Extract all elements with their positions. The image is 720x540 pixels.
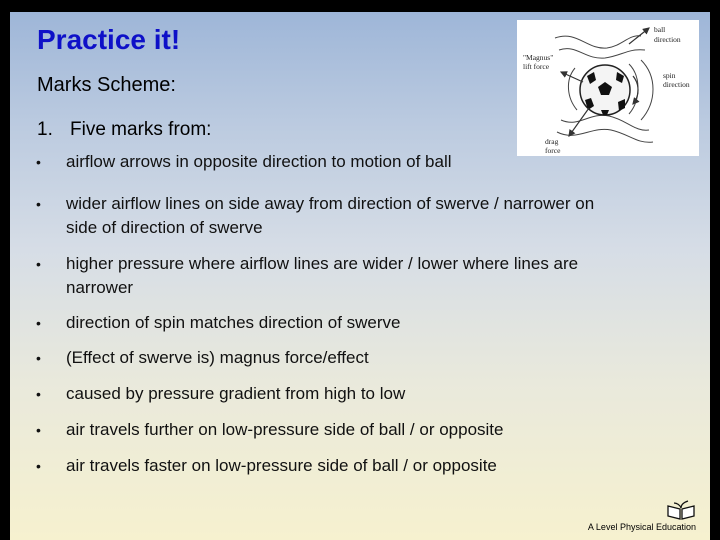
list-item-text: caused by pressure gradient from high to low [66,384,406,403]
bullet-icon: • [36,350,41,366]
slide [10,12,710,540]
magnus-force-arrow [561,72,583,82]
list-item-text: higher pressure where airflow lines are wider / lower where lines are [66,254,579,273]
slide-title: Practice it! [37,24,181,55]
list-item-text-cont: side of direction of swerve [66,218,263,237]
soccer-ball-icon [580,65,630,115]
magnus-effect-diagram [517,20,699,156]
list-item [30,311,670,335]
list-item [30,382,670,406]
marks-scheme-heading: Marks Scheme: [37,74,176,96]
list-item-text: air travels faster on low-pressure side of ball / or opposite [66,456,497,475]
list-item [30,346,670,370]
open-book-icon [666,500,696,520]
bullet-icon: • [36,256,41,272]
label-ball: ball [654,25,666,34]
list-item-text: direction of spin matches direction of swerve [66,313,401,332]
list-item [30,454,670,478]
list-item-text-cont: narrower [66,278,134,297]
bullet-icon: • [36,315,41,331]
label-lift-force: lift force [523,62,550,71]
label-magnus: "Magnus" [523,53,554,62]
list-item-text: airflow arrows in opposite direction to motion of ball [66,152,452,171]
question-text: Five marks from: [70,119,212,140]
magnus-diagram-svg [517,20,699,156]
bullet-icon: • [36,386,41,402]
label-spin: spin [663,71,676,80]
ball-direction-arrow [629,28,649,44]
question-number: 1. [37,119,53,140]
list-item-text: air travels further on low-pressure side of ball / or opposite [66,420,504,439]
label-drag-force: force [545,146,561,155]
bullet-icon: • [36,154,41,170]
list-item [30,418,670,442]
question-line [37,119,211,141]
list-item [30,192,670,240]
bullet-icon: • [36,422,41,438]
label-drag: drag [545,137,559,146]
label-ball-direction: direction [654,35,681,44]
footer-text: A Level Physical Education [587,522,696,532]
label-spin-direction: direction [663,80,690,89]
footer-branding [588,500,696,532]
bullet-icon: • [36,196,41,212]
list-item-text: (Effect of swerve is) magnus force/effect [66,348,369,367]
list-item [30,252,670,300]
bullet-icon: • [36,458,41,474]
list-item-text: wider airflow lines on side away from direction of swerve / narrower on [66,194,595,213]
